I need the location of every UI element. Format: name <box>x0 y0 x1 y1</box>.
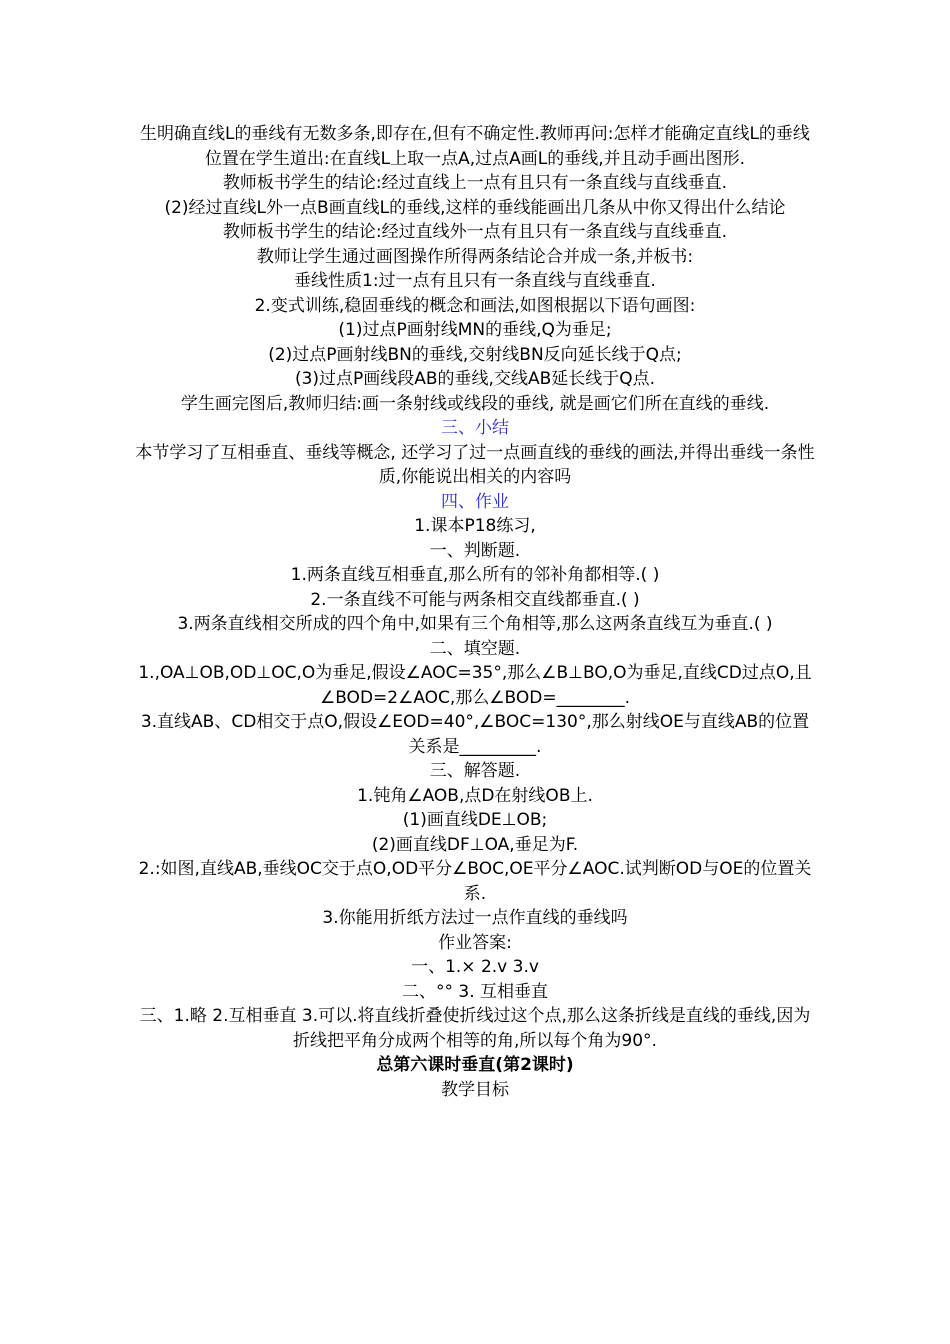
paragraph-24: 1.钝角∠AOB,点D在射线OB上. <box>357 785 593 806</box>
section-heading-homework: 四、作业 <box>441 491 509 512</box>
paragraph-21: 1.,OA⊥OB,OD⊥OC,O为垂足,假设∠AOC=35°,那么∠B⊥BO,O为垂足,直线CD过点O,且∠BOD=2∠AOC,那么∠BOD=________. <box>138 663 812 708</box>
paragraph-17: 1.两条直线互相垂直,那么所有的邻补角都相等.( ) <box>290 565 660 585</box>
paragraph-27: 2.:如图,直线AB,垂线OC交于点O,OD平分∠BOC,OE平分∠AOC.试判断OD与OE的位置关系. <box>138 859 812 904</box>
paragraph-9: (2)过点P画射线BN的垂线,交射线BN反向延长线于Q点; <box>268 344 682 365</box>
paragraph-22: 3.直线AB、CD相交于点O,假设∠EOD=40°,∠BOC=130°,那么射线OE与直线AB的位置关系是_________. <box>140 712 810 757</box>
paragraph-25: (1)画直线DE⊥OB; <box>402 810 548 830</box>
paragraph-7: 2.变式训练,稳固垂线的概念和画法,如图根据以下语句画图: <box>254 295 696 316</box>
document-page <box>135 122 815 1102</box>
paragraph-16: 一、判断题. <box>429 540 521 561</box>
section-heading-summary: 三、小结 <box>441 418 509 438</box>
paragraph-18: 2.一条直线不可能与两条相交直线都垂直.( ) <box>310 589 640 610</box>
paragraph-29: 作业答案: <box>438 932 512 953</box>
paragraph-20: 二、填空题. <box>429 638 521 659</box>
paragraph-11: 学生画完图后,教师归结:画一条射线或线段的垂线, 就是画它们所在直线的垂线. <box>180 393 770 414</box>
paragraph-19: 3.两条直线相交所成的四个角中,如果有三个角相等,那么这两条直线互为垂直.( ) <box>177 614 773 634</box>
paragraph-30: 一、1.× 2.v 3.v <box>411 957 539 977</box>
paragraph-5: 教师让学生通过画图操作所得两条结论合并成一条,并板书: <box>256 246 694 267</box>
paragraph-3: (2)经过直线L外一点B画直线L的垂线,这样的垂线能画出几条从中你又得出什么结论 <box>164 197 786 218</box>
paragraph-26: (2)画直线DF⊥OA,垂足为F. <box>371 834 579 855</box>
paragraph-13: 本节学习了互相垂直、垂线等概念, 还学习了过一点画直线的垂线的画法,并得出垂线一条性质,你能说出相关的内容吗 <box>135 442 815 487</box>
paragraph-4: 教师板书学生的结论:经过直线外一点有且只有一条直线与直线垂直. <box>222 222 728 242</box>
paragraph-34: 教学目标 <box>441 1079 509 1100</box>
paragraph-6: 垂线性质1:过一点有且只有一条直线与直线垂直. <box>294 271 656 291</box>
lesson-title: 总第六课时垂直(第2课时) <box>376 1055 574 1075</box>
paragraph-8: (1)过点P画射线MN的垂线,Q为垂足; <box>338 320 612 340</box>
paragraph-15: 1.课本P18练习, <box>414 516 536 536</box>
paragraph-10: (3)过点P画线段AB的垂线,交线AB延长线于Q点. <box>294 369 656 389</box>
paragraph-1: 生明确直线L的垂线有无数多条,即存在,但有不确定性.教师再问:怎样才能确定直线L的垂线位置在学生道出:在直线L上取一点A,过点A画L的垂线,并且动手画出图形. <box>140 124 810 169</box>
paragraph-2: 教师板书学生的结论:经过直线上一点有且只有一条直线与直线垂直. <box>222 173 728 193</box>
paragraph-32: 三、1.略 2.互相垂直 3.可以.将直线折叠使折线过这个点,那么这条折线是直线的垂线,因为折线把平角分成两个相等的角,所以每个角为90°. <box>139 1006 811 1051</box>
paragraph-23: 三、解答题. <box>429 761 521 781</box>
paragraph-31: 二、°° 3. 互相垂直 <box>401 981 549 1002</box>
paragraph-28: 3.你能用折纸方法过一点作直线的垂线吗 <box>322 908 628 928</box>
